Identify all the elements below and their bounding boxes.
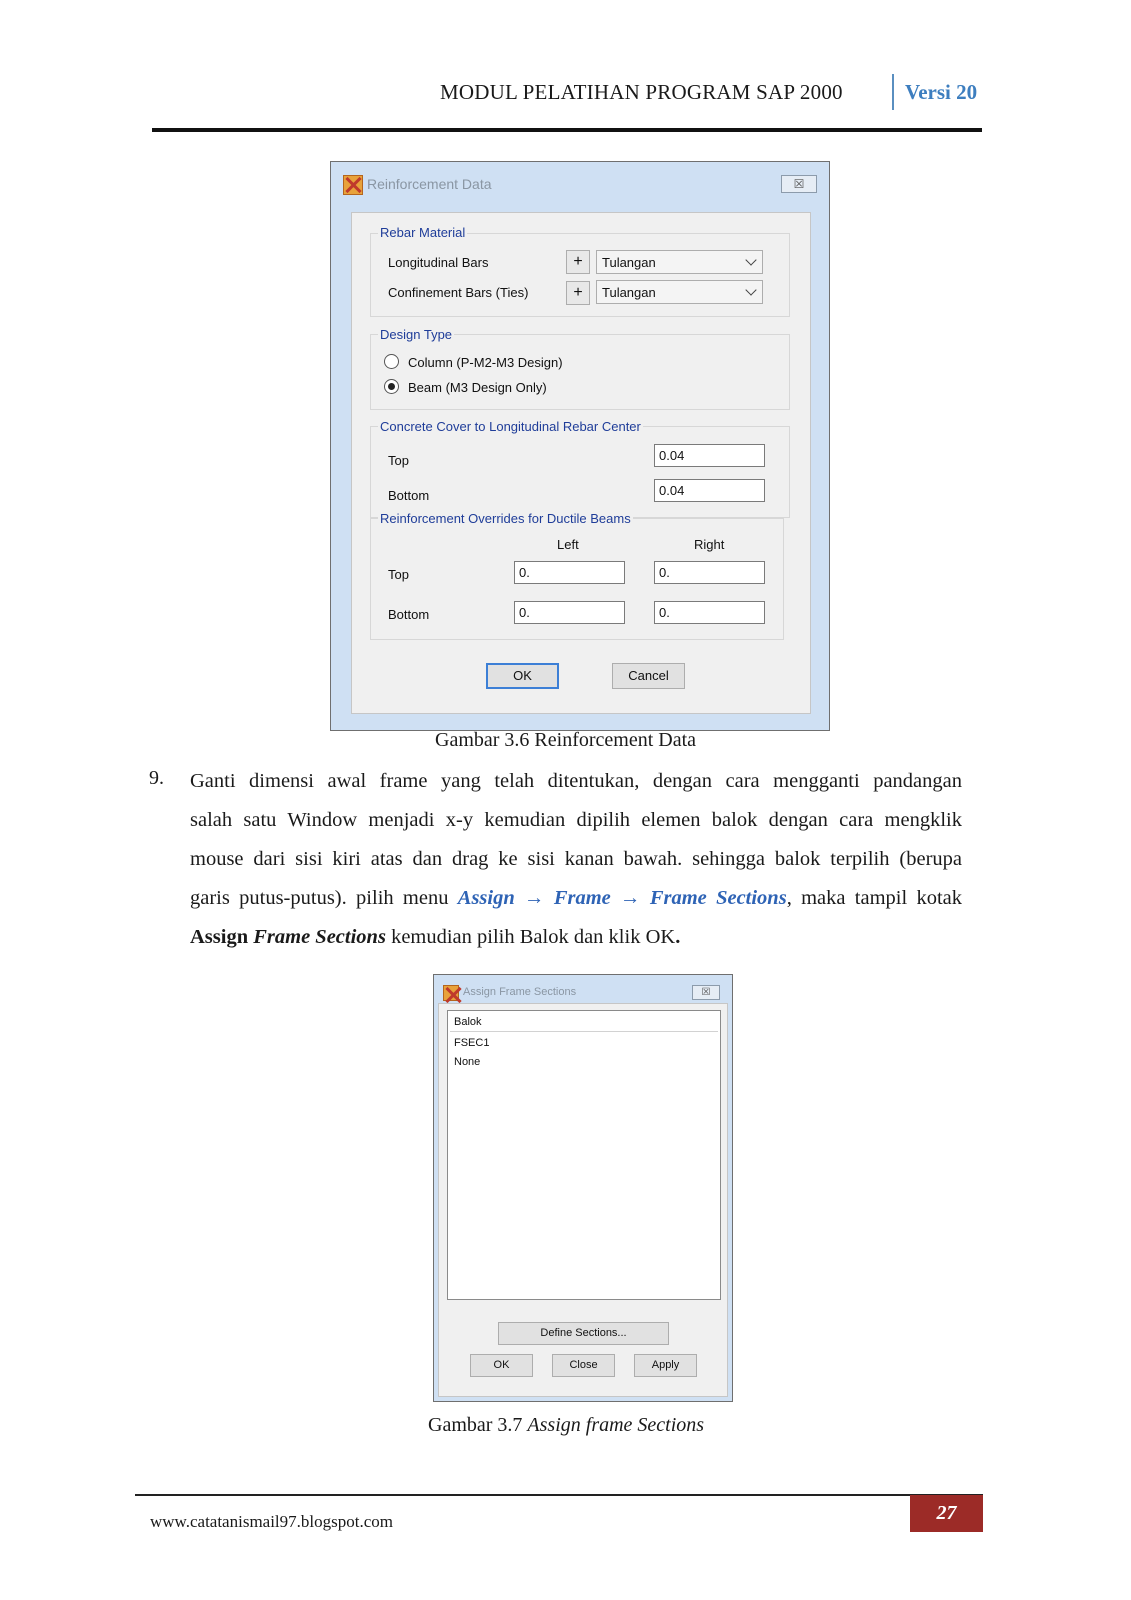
- confinement-bars-select[interactable]: [596, 280, 763, 304]
- chevron-down-icon: [745, 254, 756, 265]
- cover-bottom-label: Bottom: [388, 488, 430, 503]
- apply-button[interactable]: Apply: [634, 1354, 697, 1377]
- add-longitudinal-material-button[interactable]: +: [566, 250, 590, 274]
- sap2000-app-icon: [343, 175, 363, 195]
- define-sections-button[interactable]: Define Sections...: [498, 1322, 669, 1345]
- close-button[interactable]: ☒: [692, 985, 720, 1000]
- step-line-4-start: garis putus-putus). pilih menu: [190, 887, 458, 909]
- cover-top-label: Top: [388, 453, 409, 468]
- list-item-none[interactable]: None: [454, 1056, 481, 1068]
- sap2000-app-icon: [443, 985, 459, 1001]
- close-button[interactable]: ☒: [781, 175, 817, 193]
- cover-bottom-input[interactable]: [654, 479, 765, 502]
- ok-button[interactable]: OK: [470, 1354, 533, 1377]
- dialog-client-area: [438, 1003, 728, 1397]
- step-line-4-end: , maka tampil kotak: [786, 887, 962, 909]
- menu-path-text: Assign → Frame → Frame Sections: [457, 887, 787, 909]
- figure-caption-3-7: [428, 1414, 704, 1437]
- step-line-1: Ganti dimensi awal frame yang telah ditentukan, dengan cara mengganti pandangan: [190, 770, 962, 792]
- step-line-5-rest: kemudian pilih Balok dan klik OK: [385, 926, 676, 948]
- add-confinement-material-button[interactable]: +: [566, 281, 590, 305]
- dialog-title: Reinforcement Data: [367, 176, 492, 192]
- step-line-5-period: .: [675, 926, 681, 948]
- dialog-titlebar: [331, 162, 829, 206]
- assign-bold-text: Assign: [190, 926, 254, 948]
- assign-frame-sections-dialog: [433, 974, 733, 1402]
- dialog-client-area: [351, 212, 811, 714]
- step-line-5: [190, 918, 962, 957]
- page-header-title: MODUL PELATIHAN PROGRAM SAP 2000: [440, 80, 843, 104]
- overrides-top-label: Top: [388, 567, 409, 582]
- concrete-cover-label: Concrete Cover to Longitudinal Rebar Center: [380, 419, 641, 434]
- rebar-material-label: Rebar Material: [380, 225, 466, 240]
- concrete-cover-group: [370, 426, 790, 518]
- list-item-balok[interactable]: Balok: [450, 1014, 718, 1032]
- frame-sections-bold-italic: Frame Sections: [253, 926, 386, 948]
- reinforcement-data-dialog: [330, 161, 830, 731]
- cover-top-input[interactable]: [654, 444, 765, 467]
- caption-italic: Assign frame Sections: [527, 1414, 705, 1436]
- page-header-version: Versi 20: [905, 80, 978, 104]
- beam-design-label: Beam (M3 Design Only): [408, 380, 547, 395]
- footer-rule: [135, 1494, 983, 1496]
- design-type-label: Design Type: [380, 327, 453, 342]
- overrides-top-right-input[interactable]: [654, 561, 765, 584]
- design-type-group: [370, 334, 790, 410]
- close-dialog-button[interactable]: Close: [552, 1354, 615, 1377]
- ok-button[interactable]: OK: [486, 663, 559, 689]
- column-design-label: Column (P-M2-M3 Design): [408, 355, 563, 370]
- overrides-bottom-left-input[interactable]: [514, 601, 625, 624]
- step-line-3: mouse dari sisi kiri atas dan drag ke sisi kanan bawah. sehingga balok terpilih (berupa: [190, 848, 962, 870]
- overrides-bottom-label: Bottom: [388, 607, 430, 622]
- cancel-button[interactable]: Cancel: [612, 663, 685, 689]
- header-separator: [892, 74, 894, 110]
- section-listbox[interactable]: [447, 1010, 721, 1300]
- overrides-top-left-input[interactable]: [514, 561, 625, 584]
- figure-caption-3-6: Gambar 3.6 Reinforcement Data: [435, 729, 697, 751]
- overrides-left-header: Left: [557, 537, 579, 552]
- step-line-4: [190, 879, 962, 918]
- dialog-title: Assign Frame Sections: [463, 986, 577, 998]
- footer-url[interactable]: www.catatanismail97.blogspot.com: [150, 1512, 393, 1531]
- longitudinal-bars-label: Longitudinal Bars: [388, 255, 489, 270]
- step-number: 9.: [149, 767, 164, 789]
- longitudinal-bars-value: Tulangan: [602, 255, 656, 270]
- header-rule: [152, 128, 982, 132]
- beam-design-radio[interactable]: [384, 379, 399, 394]
- caption-prefix: Gambar 3.7: [428, 1414, 528, 1436]
- confinement-bars-value: Tulangan: [602, 285, 656, 300]
- list-item-fsec1[interactable]: FSEC1: [454, 1037, 490, 1049]
- confinement-bars-label: Confinement Bars (Ties): [388, 285, 529, 300]
- step-paragraph: [190, 762, 962, 957]
- column-design-radio[interactable]: [384, 354, 399, 369]
- longitudinal-bars-select[interactable]: [596, 250, 763, 274]
- overrides-bottom-right-input[interactable]: [654, 601, 765, 624]
- page-number: 27: [910, 1495, 983, 1532]
- ductile-overrides-label: Reinforcement Overrides for Ductile Beams: [380, 511, 631, 526]
- overrides-right-header: Right: [694, 537, 725, 552]
- chevron-down-icon: [745, 284, 756, 295]
- step-line-2: salah satu Window menjadi x-y kemudian dipilih elemen balok dengan cara mengklik: [190, 809, 962, 831]
